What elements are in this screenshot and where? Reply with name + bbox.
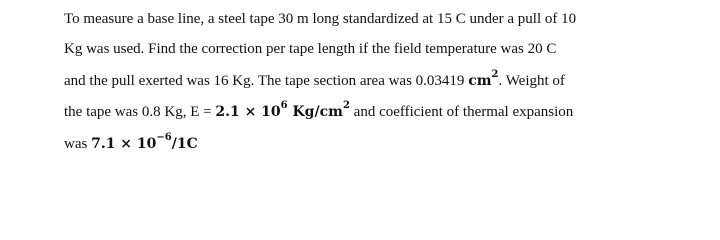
line-3-text-b: . Weight of	[498, 73, 565, 89]
area-unit	[468, 69, 499, 89]
elastic-modulus-value	[215, 100, 350, 120]
elastic-modulus-unit-exponent: 2	[342, 100, 350, 112]
line-4-text-b: and coefficient of thermal expansion	[349, 104, 574, 120]
line-4-text-a: the tape was 0.8 Kg, E =	[64, 104, 216, 120]
thermal-coefficient: 7.1 × 10	[91, 136, 157, 152]
elastic-modulus-unit: Kg/cm	[287, 104, 343, 120]
thermal-coefficient-unit: /1C	[171, 136, 198, 152]
problem-line-2: Kg was used. Find the correction per tape length if the field temperature was 20 C	[64, 41, 557, 57]
area-unit-exponent: 2	[491, 69, 499, 81]
problem-line-5	[64, 134, 198, 154]
line-3-text-a: and the pull exerted was 16 Kg. The tape section area was 0.03419	[64, 73, 469, 89]
problem-line-3	[64, 71, 565, 91]
problem-line-1: To measure a base line, a steel tape 30 m long standardized at 15 C under a pull of 10	[64, 11, 577, 27]
elastic-modulus-exponent: 6	[280, 100, 288, 112]
thermal-coefficient-exponent: −6	[156, 132, 172, 144]
elastic-modulus-coefficient: 2.1 × 10	[215, 104, 281, 120]
area-unit-base: cm	[468, 73, 492, 89]
thermal-coefficient-value	[91, 132, 198, 152]
line-5-text-a: was	[64, 136, 92, 152]
problem-line-4	[64, 102, 573, 122]
